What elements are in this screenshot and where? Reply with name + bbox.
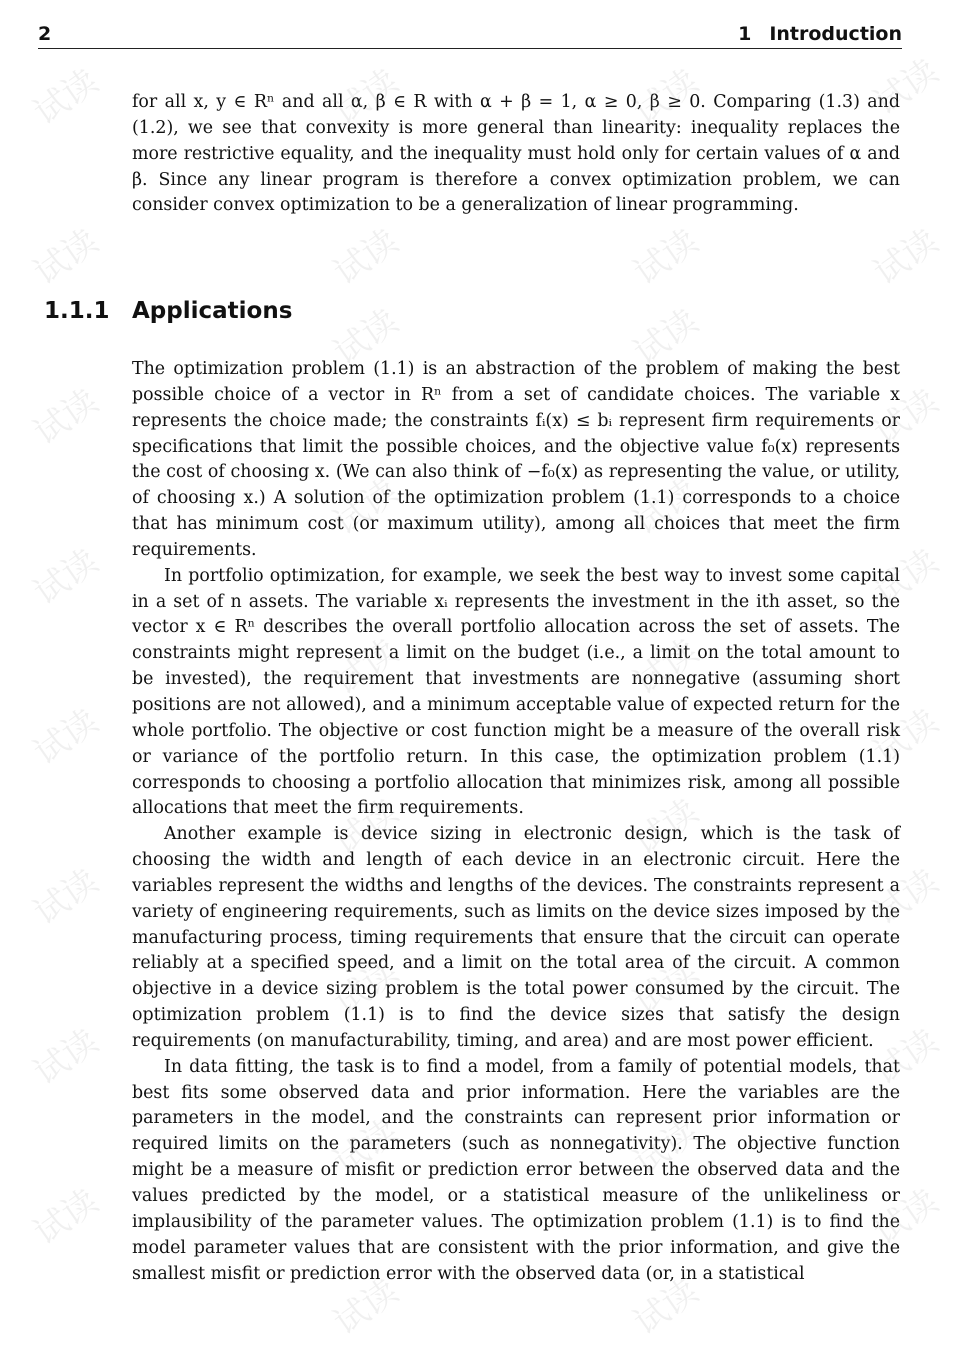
watermark: 试读 [626, 631, 706, 704]
watermark: 试读 [326, 1111, 406, 1184]
running-head [738, 23, 902, 45]
watermark: 试读 [866, 1021, 946, 1094]
watermark: 试读 [626, 61, 706, 134]
paragraph-portfolio: In portfolio optimization, for example, we seek the best way to invest some capital in a set of n assets. The variable xᵢ represents the investment in the ith asset, so the vector x ∈ Rⁿ describes the overall portfolio allocation across the set of assets. The constraints might represent a limit on the budget (i.e., a limit on the total amount to be invested), the requirement that investments are nonnegative (assuming short positions are not allowed), and a minimum acceptable value of expected return for the whole portfolio. The objective or cost function might be a measure of the overall risk or variance of the portfolio return. In this case, the optimization problem (1.1) corresponds to choosing a portfolio allocation that minimizes risk, among all possible allocations that meet the firm requirements. [132, 565, 900, 819]
watermark: 试读 [326, 471, 406, 544]
page-number: 2 [38, 23, 52, 45]
watermark: 试读 [866, 701, 946, 774]
watermark: 试读 [626, 951, 706, 1024]
watermark: 试读 [326, 221, 406, 294]
watermark: 试读 [26, 1021, 106, 1094]
paragraph-device-sizing: Another example is device sizing in electronic design, which is the task of choosing the width and length of each device in an electronic circuit. Here the variables represent the widths and lengths of the devices. The constraints represent a variety of engineering requirements, such as limits on the device sizes imposed by the manufacturing process, timing requirements that ensure that the circuit can operate reliably at a specified speed, and a limit on the total area of the circuit. A common objective in a device sizing problem is the total power consumed by the circuit. The optimization problem (1.1) is to find the device sizes that satisfy the design requirements (on manufacturability, timing, and area) and are most power efficient. [132, 824, 900, 1051]
paragraph-intro: The optimization problem (1.1) is an abstraction of the problem of making the best possible choice of a vector in Rⁿ from a set of candidate choices. The variable x represents the choice made; the constraints fᵢ(x) ≤ bᵢ represent firm requirements or specifications that limit the possible choices, and the objective value f₀(x) represents the cost of choosing x. (We can also think of −f₀(x) as representing the value, or utility, of choosing x.) A solution of the optimization problem (1.1) corresponds to a choice that has minimum cost (or maximum utility), among all choices that meet the firm requirements. [132, 359, 900, 560]
page-header [38, 22, 902, 49]
watermark: 试读 [26, 381, 106, 454]
section-body [132, 357, 900, 1287]
watermark: 试读 [26, 861, 106, 934]
watermark: 试读 [326, 791, 406, 864]
chapter-title: Introduction [769, 23, 902, 45]
watermark: 试读 [26, 1181, 106, 1254]
intro-text-block [132, 90, 900, 219]
watermark: 试读 [26, 701, 106, 774]
watermark: 试读 [26, 221, 106, 294]
watermark: 试读 [866, 541, 946, 614]
watermark: 试读 [866, 861, 946, 934]
chapter-number: 1 [738, 23, 752, 45]
watermark: 试读 [866, 51, 946, 124]
watermark: 试读 [626, 1111, 706, 1184]
watermark: 试读 [326, 301, 406, 374]
watermark: 试读 [626, 471, 706, 544]
watermark: 试读 [626, 301, 706, 374]
watermark: 试读 [326, 1271, 406, 1344]
watermark: 试读 [866, 381, 946, 454]
watermark: 试读 [326, 61, 406, 134]
watermark: 试读 [26, 541, 106, 614]
section-title: Applications [132, 298, 293, 324]
section-heading [44, 298, 292, 324]
watermark: 试读 [326, 951, 406, 1024]
intro-paragraph: for all x, y ∈ Rⁿ and all α, β ∈ R with α + β = 1, α ≥ 0, β ≥ 0. Comparing (1.3) and (1.2), we see that convexity is more general than linearity: inequality replaces the more restrictive equality, and the inequality must hold only for certain values of α and β. Since any linear program is therefore a convex optimization problem, we can consider convex optimization to be a generalization of linear programming. [132, 92, 900, 216]
watermark: 试读 [626, 1271, 706, 1344]
watermark: 试读 [326, 631, 406, 704]
watermark: 试读 [866, 1181, 946, 1254]
paragraph-data-fitting: In data fitting, the task is to find a model, from a family of potential models, that best fits some observed data and prior information. Here the variables are the parameters in the model, and the constraints can represent prior information or required limits on the parameters (such as nonnegativity). The objective function might be a measure of misfit or prediction error between the observed data and the values predicted by the model, or a statistical measure of the unlikeliness or implausibility of the parameter values. The optimization problem (1.1) is to find the model parameter values that are consistent with the prior information, and give the smallest misfit or prediction error with the observed data (or, in a statistical [132, 1056, 900, 1284]
watermark: 试读 [866, 221, 946, 294]
section-number: 1.1.1 [44, 298, 110, 324]
watermark: 试读 [626, 791, 706, 864]
watermark: 试读 [626, 221, 706, 294]
watermark: 试读 [26, 61, 106, 134]
